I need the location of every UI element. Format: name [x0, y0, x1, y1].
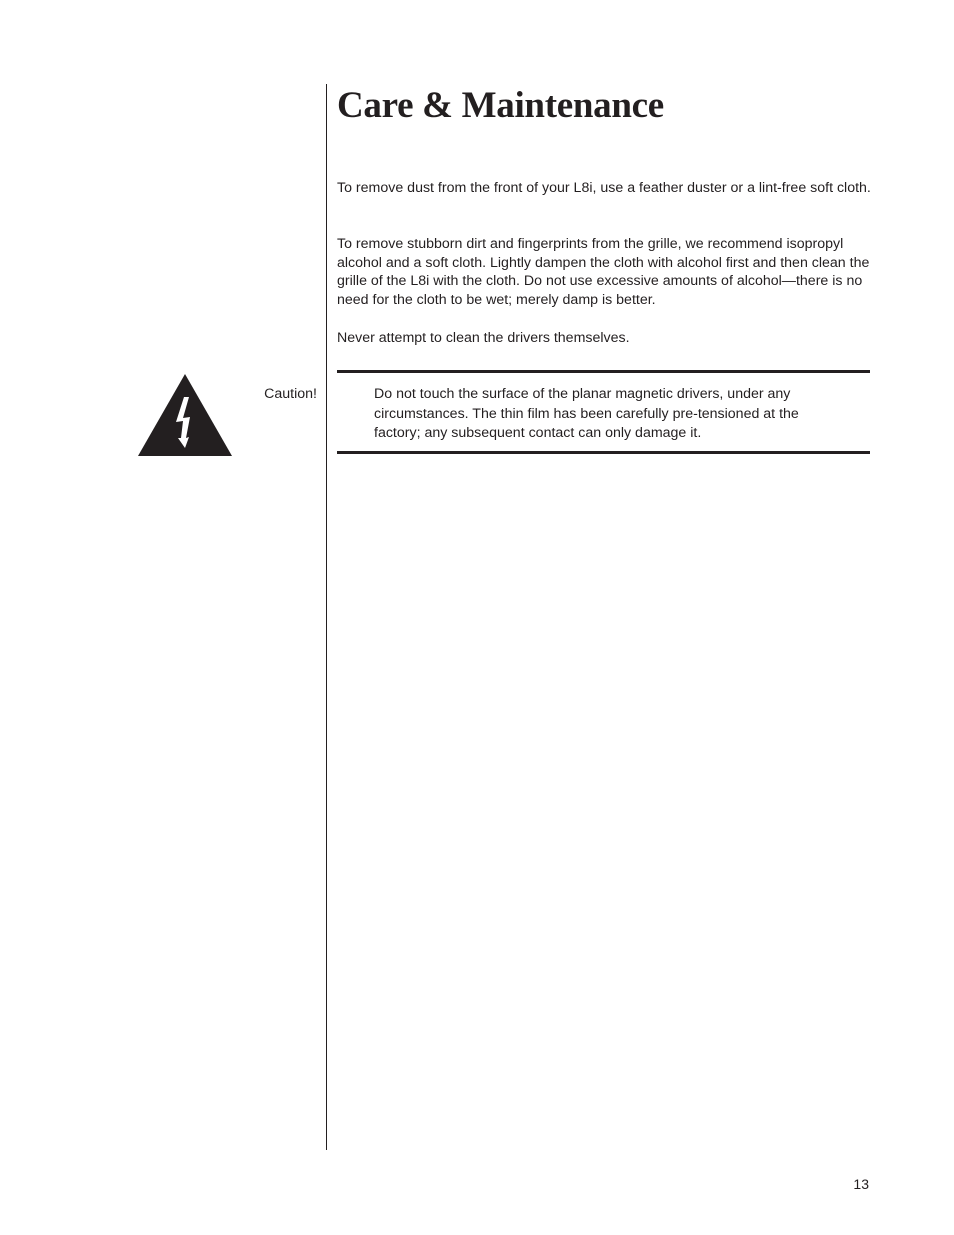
- paragraph-grille-cleaning: To remove stubborn dirt and fingerprints from the grille, we recommend isopropyl alcohol and a soft cloth. Lightly dampen the cloth with alcohol first and then clean the grille of the L8i with the cloth. Do not use excessive amounts of alcohol—there is no need for the cloth to be wet; merely damp is better.: [337, 236, 870, 309]
- caution-label: Caution!: [264, 386, 317, 402]
- caution-top-rule: [337, 370, 870, 373]
- paragraph-drivers: Never attempt to clean the drivers themselves.: [337, 330, 630, 346]
- lightning-warning-triangle-icon: [138, 374, 232, 456]
- page-number: 13: [853, 1176, 869, 1192]
- caution-text: Do not touch the surface of the planar magnetic drivers, under any circumstances. The thin film has been carefully pre-tensioned at the factory; any subsequent contact can only damage it.: [374, 386, 799, 441]
- paragraph-dust: To remove dust from the front of your L8i, use a feather duster or a lint-free soft cloth.: [337, 180, 871, 196]
- page-title: Care & Maintenance: [337, 85, 664, 126]
- caution-bottom-rule: [337, 451, 870, 454]
- margin-vertical-rule: [326, 84, 327, 1150]
